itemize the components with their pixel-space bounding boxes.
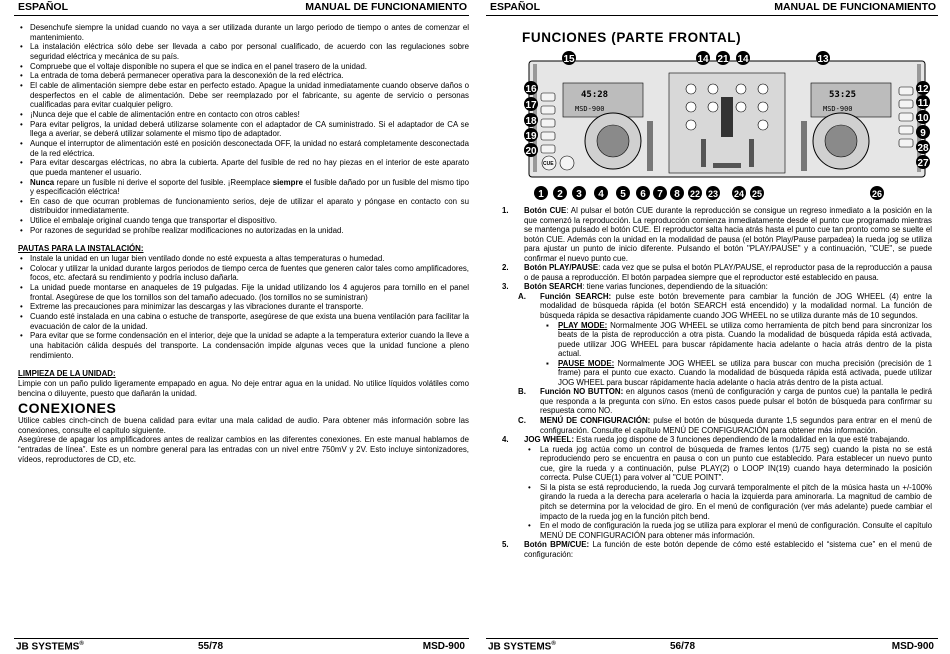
item-title: Botón CUE [524,206,567,215]
footer-brand: JB SYSTEMS® [16,641,84,653]
list-item: • Para evitar que se forme condensación en el interior, deje que la unidad se adapte a la temperatura exterior cuando la lleve a una habitación cálida después del transporte. La condensación impide algunas veces que la unidad funcione a pleno rendimiento. [18,331,469,360]
footer-model: MSD-900 [422,641,465,652]
header-rule [486,15,938,16]
list-item [18,178,469,197]
nunca-text-end: el fusible dañado por un fusible del mismo tipo y especificación eléctrica! [30,177,469,197]
cleaning-text: Limpie con un paño pulido ligeramente empapado en agua. No deje entrar agua en la unidad. No utilice líquidos volátiles como bencina o diluyente, puesto que dañarán la unidad. [18,378,469,398]
cue-label: CUE [543,161,554,167]
callout-10: 10 [917,113,929,124]
right-page [486,0,938,654]
cleaning-heading: LIMPIEZA DE LA UNIDAD: [18,369,116,379]
list-item: • Aunque el interruptor de alimentación esté en posición desconectada OFF, la unidad no estará completamente desconectada de la red eléctrica. [18,139,469,158]
item-title: Botón PLAY/PAUSE [524,263,599,273]
callout-15: 15 [563,54,575,65]
callout-22: 22 [689,189,701,199]
connections-text: Utilice cables cinch-cinch de buena calidad para evitar una mala calidad de audio. Para obtener más información sobre las conexiones, consulte el capítulo siguiente. [18,415,469,435]
callout-24: 24 [733,189,745,199]
callout-16: 16 [525,84,537,95]
list-item: • Si la pista se está reproduciendo, la rueda Jog curvará temporalmente el pitch de la música hasta un +/-100% girando la rueda a la derecha para acelerarla o hacia la izquierda para aminorarla. La magnitud de cambio de pitch se determina por la velocidad de giro. En el menú de configuración (ver más adelante) puede cambiar el impacto de la rueda jog en la función pitch bend. [502,483,932,521]
callout-17: 17 [525,100,537,111]
list-item: • Compruebe que el voltaje disponible no supera el que se indica en el panel trasero de la unidad. [18,62,469,72]
list-item: • La instalación eléctrica sólo debe ser llevada a cabo por personal cualificado, de acuerdo con las regulaciones sobre seguridad eléctrica y mecánica de su país. [18,42,469,61]
play-button-shape [560,156,574,170]
page-footer [14,641,469,654]
header-title: MANUAL DE FUNCIONAMIENTO [305,1,467,13]
callout-8: 8 [674,189,680,200]
channel-fader-left [701,139,706,167]
callout-9: 9 [920,128,926,139]
callout-5: 5 [620,189,626,200]
footer-rule [486,638,938,639]
list-item: • Cuando esté instalada en una cabina o estuche de transporte, asegúrese de que exista una buena ventilación para facilitar la evacuación de calor de la unidad. [18,312,469,331]
time-left: 45:28 [581,90,609,100]
callout-13: 13 [817,54,829,65]
list-item: • Para evitar descargas eléctricas, no abra la cubierta. Aparte del fusible de red no hay piezas en el interior de este aparato que pueda mantener el usuario. [18,158,469,177]
nunca-bold: Nunca [30,177,55,187]
callout-14b: 14 [737,54,749,65]
siempre-bold: siempre [272,177,303,187]
footer-model: MSD-900 [891,641,934,652]
list-item: • En el modo de configuración la rueda jog se utiliza para explorar el menú de configuración. Consulte el capítulo MENÚ DE CONFIGURACIÓN para obtener más información. [502,521,932,540]
model-right: MSD-900 [823,105,853,113]
callout-25: 25 [751,189,763,199]
callout-19: 19 [525,131,537,142]
callout-11: 11 [917,98,929,109]
page-footer [486,641,938,654]
list-item: • ¡Nunca deje que el cable de alimentación entre en contacto con otros cables! [18,110,469,120]
callouts-left [524,81,538,157]
header-rule [14,15,469,16]
callouts-bottom [534,186,884,200]
header-language: ESPAÑOL [18,1,68,13]
callout-12: 12 [917,84,929,95]
page-number: 55/78 [198,641,224,652]
connections-heading: CONEXIONES [18,400,117,417]
jog-center-left [597,125,629,157]
crossfader [713,163,741,168]
list-item: • Por razones de seguridad se prohíbe realizar modificaciones no autorizadas en la unidad. [18,226,469,236]
list-item: 1. Botón CUE: Al pulsar el botón CUE durante la reproducción se consigue un regreso inmediato a la posición en la que comenzó la reproducción. La reproducción comienza inmediatamente desde el punto cue programado mientras se mantenga pulsado el botón CUE. El reproductor salta hacia atrás hasta el punto cue tan pronto como se suelte el botón CUE. Además con la unidad en la modalidad de pausa (el botón Play/Pause parpadea) la rueda jog se utiliza para ajustar un punto de inicio diferente. Pulsando el botón "PLAY/PAUSE" y a continuación, "CUE", se puede confirmar el nuevo punto cue. [502,206,932,263]
callout-28: 28 [917,143,929,154]
callout-23: 23 [707,189,719,199]
functions-heading: FUNCIONES (PARTE FRONTAL) [522,30,742,45]
page-header [486,1,938,15]
left-page [14,0,469,654]
list-item: ▪ PAUSE MODE: Normalmente JOG WHEEL se utiliza para buscar con mucha precisión (precisión de 1 frame) para el punto cue exacto. Cuando la modalidad de búsqueda rápida está activada, puede utilizar JOG WHEEL para buscar rápidamente hacia adelante o hacia atrás dentro de la pista actual. [502,359,932,388]
front-panel-diagram [523,51,931,201]
callout-26: 26 [871,189,883,199]
list-item: 3. Botón SEARCH: tiene varias funciones, dependiendo de la situación: [502,282,768,292]
list-item: • Colocar y utilizar la unidad durante largos periodos de tiempo cerca de fuentes que generen calor tales como amplificadores, focos, etc. afectará su rendimiento y podría incluso dañarla. [18,264,469,283]
list-item: • Instale la unidad en un lugar bien ventilado donde no esté expuesta a altas temperaturas o humedad. [18,254,469,264]
list-item: • Desenchufe siempre la unidad cuando no vaya a ser utilizada durante un largo periodo de tiempo o antes de comenzar el mantenimiento. [18,23,469,42]
list-item: • El cable de alimentación siempre debe estar en perfecto estado. Apague la unidad inmediatamente cuando observe daños o desperfectos en el cable de alimentación. Debe ser reemplazado por el fabricante, su agente de servicio o personas cualificadas para evitar cualquier peligro. [18,81,469,110]
callout-14a: 14 [697,54,709,65]
callout-6: 6 [640,189,646,200]
nunca-text: repare un fusible ni derive el soporte del fusible. ¡Reemplace [54,177,273,187]
connections-text-2: Asegúrese de apagar los amplificadores antes de realizar cambios en las diferentes conexiones. En este manual hablamos de “entradas de línea”. Este es un nombre general para las entradas con un nivel entre 750mV y 2V. Esto incluye sintonizadores, vídeos, reproductores de CD, etc. [18,435,469,464]
item-title: Botón SEARCH [524,282,583,292]
list-item: 5. Botón BPM/CUE: La función de este botón depende de cómo esté establecido el “sistema cue” en el menú de configuración: [502,540,932,559]
pitch-slider-left [647,121,653,171]
callout-18: 18 [525,116,537,127]
header-language: ESPAÑOL [490,1,540,13]
install-heading: PAUTAS PARA LA INSTALACIÓN: [18,244,144,254]
callout-4: 4 [598,189,604,200]
vu-meter [721,97,733,137]
list-item: 2. Botón PLAY/PAUSE: cada vez que se pulsa el botón PLAY/PAUSE, el reproductor pasa de la reproducción a pausa o de pausa a reproducción. El botón parpadea siempre que el reproductor esté establecido en pausa. [502,263,932,282]
left-page-body [18,23,469,464]
list-item: B. Función NO BUTTON: en algunos casos (menú de configuración y carga de puntos cue) la pantalla le pedirá que responda a la pregunta con sí/no. En estos casos puede pulsar el botón de búsqueda para confirmar su respuesta como NO. [518,387,932,416]
time-right: 53:25 [829,90,857,100]
footer-brand: JB SYSTEMS® [488,641,556,653]
page-header [14,1,469,15]
list-item: • La unidad puede montarse en anaqueles de 19 pulgadas. Fije la unidad utilizando los 4 agujeros para tornillo en el panel frontal. Asegúrese de que los tornillos son del tamaño adecuado. (los tornillos no se suministran) [18,283,469,302]
list-item: • La rueda jog actúa como un control de búsqueda de frames lentos (1/75 seg) cuando la pista no se está reproduciendo pero se encuentra en pausa o con un punto cue establecido. Para establecer un nuevo punto cue, gire la rueda y a continuación, pulse PLAY(2) o LOOP IN(19) cuando haya determinado la posición correcta. Pulse CUE(1) para volver al "CUE POINT". [502,445,932,483]
callout-2: 2 [557,189,563,200]
list-item: 4. JOG WHEEL: Esta rueda jog dispone de 3 funciones dependiendo de la modalidad en la que esté trabajando. [502,435,910,445]
right-page-body [502,206,932,559]
install-list [18,254,469,360]
header-title: MANUAL DE FUNCIONAMIENTO [774,1,936,13]
list-item: A. Función SEARCH: pulse este botón brevemente para cambiar la función de JOG WHEEL (4) entre la modalidad de búsqueda rápida (el botón SEARCH está encendido) y la modalidad normal. La función de búsqueda rápida se desactiva rápidamente cuando JOG WHEEL no se utiliza durante más de 10 segundos. [518,291,932,321]
callout-21: 21 [717,54,729,65]
callout-3: 3 [576,189,582,200]
list-item: ▪ PLAY MODE: Normalmente JOG WHEEL se utiliza como herramienta de pitch bend para sincronizar los beats de la pista de reproducción a otra pista. Cuando la modalidad de búsqueda rápida está activada, puede utilizar JOG WHEEL para buscar rápidamente hacia adelante o hacia atrás dentro de la pista actual. [502,321,932,359]
jog-center-right [825,125,857,157]
callout-27: 27 [917,158,929,169]
callout-1: 1 [538,189,544,200]
footer-rule [14,638,469,639]
pitch-slider-right [801,121,807,171]
list-item: C. MENÚ DE CONFIGURACIÓN: pulse el botón de búsqueda durante 1,5 segundos para entrar en el menú de configuración. Consulte el capítulo MENÚ DE CONFIGURACIÓN para obtener más información. [518,416,932,435]
callout-20: 20 [525,146,537,157]
list-item: • En caso de que ocurran problemas de funcionamiento serios, deje de utilizar el aparato y póngase en contacto con su distribuidor inmediatamente. [18,197,469,216]
channel-fader-right [749,139,754,167]
page-number: 56/78 [670,641,696,652]
list-item: • La entrada de toma deberá permanecer operativa para la desconexión de la red eléctrica. [18,71,469,81]
list-item: • Utilice el embalaje original cuando tenga que transportar el dispositivo. [18,216,469,226]
safety-list [18,23,469,235]
model-left: MSD-900 [575,105,605,113]
list-item: • Extreme las precauciones para minimizar las descargas y las vibraciones durante el transporte. [18,302,469,312]
item-title: Botón BPM/CUE: [524,540,590,550]
callout-7: 7 [657,189,663,200]
item-title: JOG WHEEL: [524,435,574,445]
list-item: • Para evitar peligros, la unidad deberá utilizarse solamente con el adaptador de CA suministrado. Si el adaptador de CA se llega a averiar, se deberá utilizar solamente el mismo tipo de adaptador. [18,120,469,139]
